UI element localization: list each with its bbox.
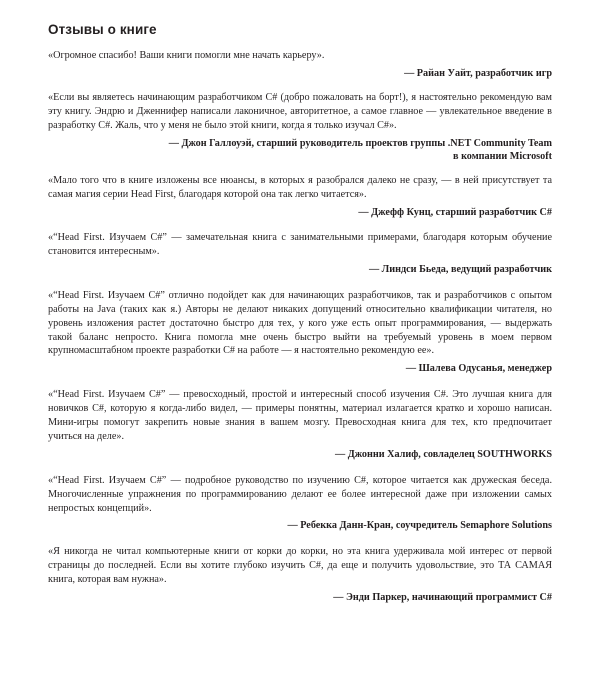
review-3 [48, 174, 552, 220]
review-quote: «Я никогда не читал компьютерные книги от корки до корки, но эта книга удерживала мой интерес от первой страницы до последней. Если вы хотите глубоко изучить C#, да еще и получить удовольствие, это ТА САМАЯ книга, которая вам нужна». [48, 546, 552, 586]
review-1 [48, 49, 552, 81]
review-author [48, 67, 552, 81]
review-4 [48, 231, 552, 277]
review-quote: «“Head First. Изучаем C#” отлично подойдет как для начинающих разработчиков, так и разработчиков с опытом работы на Java (таких как я.) Авторы не делают никаких допущений относительно квалификации читателя, но уровень изложения растет достаточно быстро для тех, у кого уже есть опыт программирования, — выдержать такой баланс непросто. Книга помогла мне очень быстро выйти на требуемый уровень в моем первом крупномасштабном проекте разработки C# на работе — я настоятельно рекомендую ее». [48, 289, 552, 357]
review-author-line: — Шалева Одусанья, менеджер [405, 363, 552, 375]
review-author [48, 591, 552, 605]
review-quote: «Если вы являетесь начинающим разработчиком C# (добро пожаловать на борт!), я настоятельно рекомендую вам эту книгу. Эндрю и Дженнифер написали лаконичное, авторитетное, а самое главное — увлекательное введение в разработку C#. Жаль, что у меня не было этой книги, когда я только изучал C#». [48, 91, 552, 131]
review-author [48, 519, 552, 533]
review-quote: «“Head First. Изучаем C#” — замечательная книга с занимательными примерами, благодаря которым обучение становится интересным». [48, 232, 552, 257]
review-quote: «“Head First. Изучаем C#” — превосходный, простой и интересный способ изучения C#. Это лучшая книга для новичков C#, которую я когда-либо видел, — примеры понятны, материал излагается кратко и хорошо написан. Мини-игры помогут закрепить новые знания в вашем мозгу. Превосходная книга для тех, кто предпочитает учиться на деле». [48, 389, 552, 442]
review-8 [48, 545, 552, 605]
review-author [48, 263, 552, 277]
review-author [48, 206, 552, 220]
review-author [48, 448, 552, 462]
review-author [48, 137, 552, 165]
review-author [48, 362, 552, 376]
review-5 [48, 289, 552, 376]
review-2 [48, 91, 552, 165]
review-author-line: — Линдси Бьеда, ведущий разработчик [368, 263, 552, 275]
review-author-line: — Энди Паркер, начинающий программист C# [333, 592, 552, 604]
review-author-line: в компании Microsoft [453, 151, 552, 163]
review-author-line: — Райан Уайт, разработчик игр [404, 67, 552, 79]
review-author-line: — Ребекка Данн-Кран, соучредитель Semaphore Solutions [287, 520, 552, 532]
review-author-line: — Джефф Кунц, старший разработчик C# [358, 207, 552, 219]
review-quote: «“Head First. Изучаем C#” — подробное руководство по изучению C#, которое читается как дружеская беседа. Многочисленные упражнения по программированию делают ее более интересной даже при изложении самых непростых концепций». [48, 474, 552, 514]
review-quote: «Мало того что в книге изложены все нюансы, в которых я разобрался далеко не сразу, — в ней присутствует та самая магия серии Head First, благодаря которой она так легко читается». [48, 175, 552, 201]
page-title: Отзывы о книге [48, 22, 157, 37]
review-7 [48, 474, 552, 534]
review-author-line: — Джон Галлоуэй, старший руководитель проектов группы .NET Community Team [168, 137, 552, 149]
review-6 [48, 388, 552, 462]
review-author-line: — Джонни Халиф, совладелец SOUTHWORKS [335, 448, 552, 460]
review-quote: «Огромное спасибо! Ваши книги помогли мне начать карьеру». [48, 50, 325, 61]
